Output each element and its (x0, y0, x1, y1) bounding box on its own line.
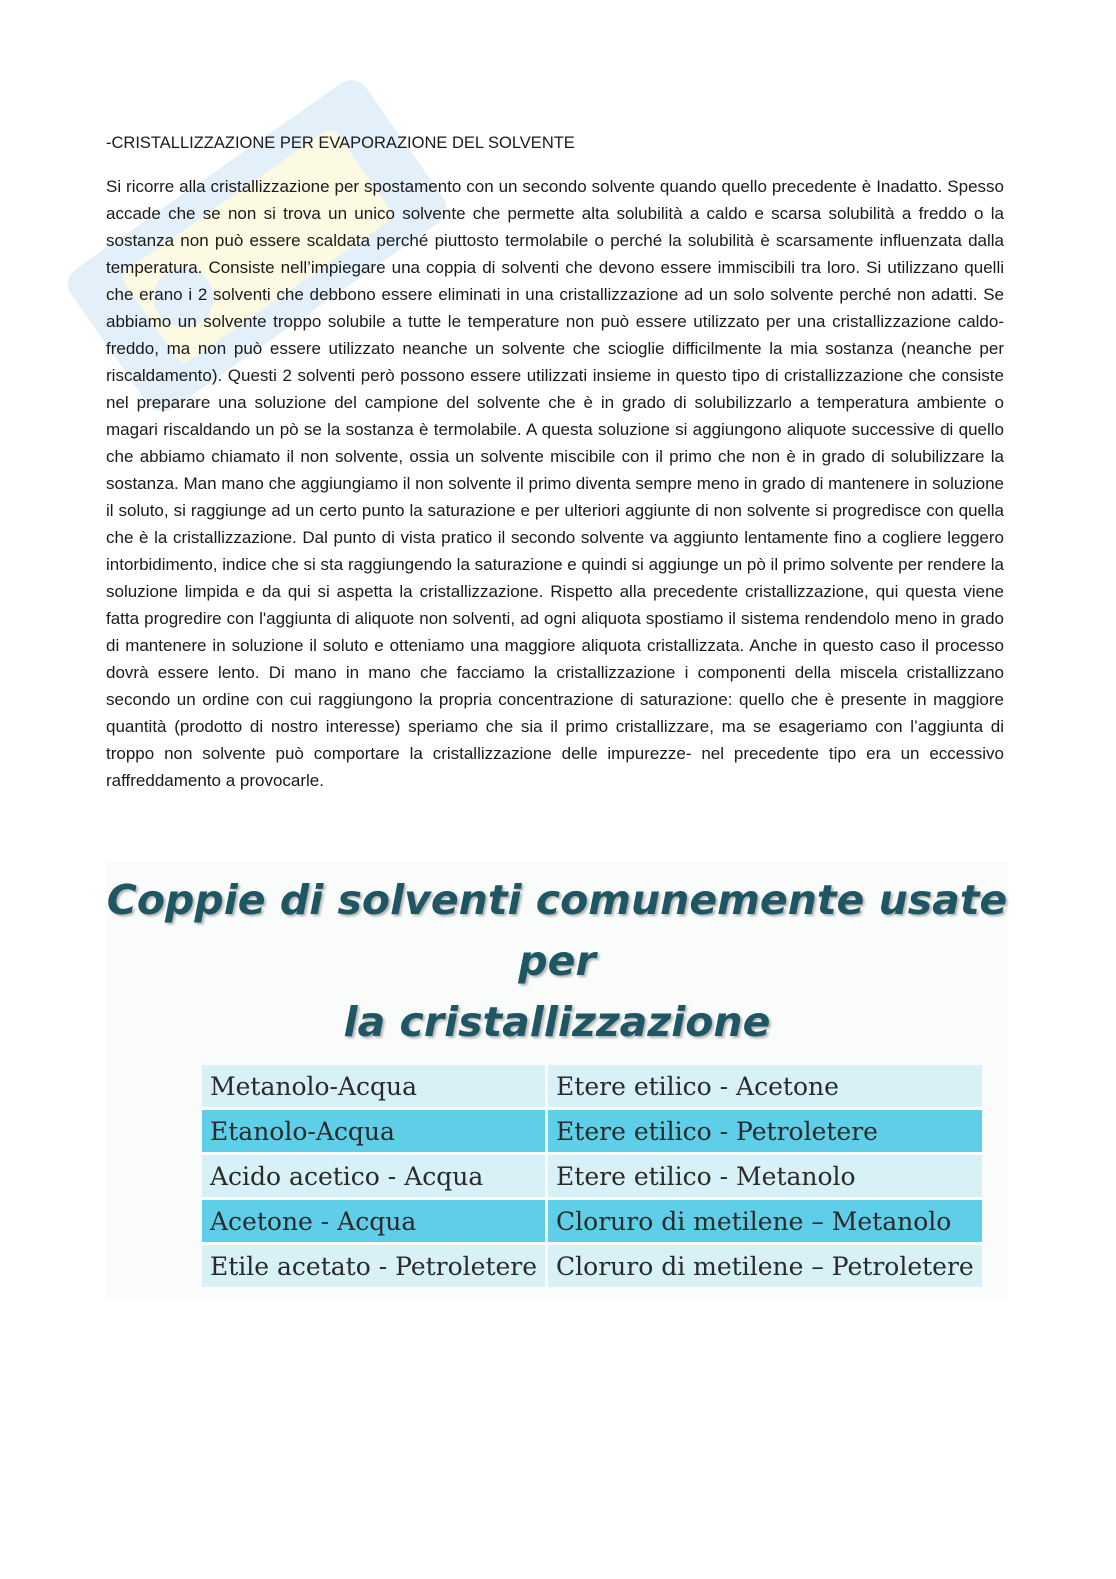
table-cell: Metanolo-Acqua (202, 1065, 545, 1107)
slide-title-line-2: la cristallizzazione (343, 998, 771, 1046)
table-row (202, 1065, 982, 1107)
slide-title-line-1: Coppie di solventi comunemente usate per (106, 876, 1008, 985)
slide-title (106, 870, 1008, 1053)
table-row (202, 1245, 982, 1287)
table-cell: Etere etilico - Metanolo (548, 1155, 982, 1197)
table-cell: Etile acetato - Petroletere (202, 1245, 545, 1287)
table-row (202, 1110, 982, 1152)
body-paragraph: Si ricorre alla cristallizzazione per spostamento con un secondo solvente quando quello precedente è Inadatto. Spesso accade che se non si trova un unico solvente che permette alta solubilità a caldo e scarsa solubilità a freddo o la sostanza non può essere scaldata perché piuttosto termolabile o perché la solubilità è scarsamente influenzata dalla temperatura. Consiste nell’impiegare una coppia di solventi che devono essere immiscibili tra loro. Si utilizzano quelli che erano i 2 solventi che debbono essere eliminati in una cristallizzazione ad un solo solvente perché non adatti. Se abbiamo un solvente troppo solubile a tutte le temperature non può essere utilizzato per una cristallizzazione caldo-freddo, ma non può essere utilizzato neanche un solvente che scioglie difficilmente la mia sostanza (neanche per riscaldamento). Questi 2 solventi però possono essere utilizzati insieme in questo tipo di cristallizzazione che consiste nel preparare una soluzione del campione del solvente che è in grado di solubilizzarlo a temperatura ambiente o magari riscaldando un pò se la sostanza è termolabile. A questa soluzione si aggiungono aliquote successive di quello che abbiamo chiamato il non solvente, ossia un solvente miscibile con il primo che non è in grado di solubilizzare la sostanza. Man mano che aggiungiamo il non solvente il primo diventa sempre meno in grado di mantenere in soluzione il soluto, si raggiunge ad un certo punto la saturazione e per ulteriori aggiunte di non solvente si progredisce con quella che è la cristallizzazione. Dal punto di vista pratico il secondo solvente va aggiunto lentamente fino a cogliere leggero intorbidimento, indice che si sta raggiungendo la saturazione e quindi si aggiunge un pò il primo solvente per rendere la soluzione limpida e da qui si aspetta la cristallizzazione. Rispetto alla precedente cristallizzazione, qui questa viene fatta progredire con l'aggiunta di aliquote non solventi, ad ogni aliquota spostiamo il sistema rendendolo meno in grado di mantenere in soluzione il soluto e otteniamo una maggiore aliquota cristallizzata. Anche in questo caso il processo dovrà essere lento. Di mano in mano che facciamo la cristallizzazione i componenti della miscela cristallizzano secondo un ordine con cui raggiungono la propria concentrazione di saturazione: quello che è presente in maggiore quantità (prodotto di nostro interesse) speriamo che sia il primo cristallizzare, ma se esageriamo con l’aggiunta di troppo non solvente può comportare la cristallizzazione delle impurezze- nel precedente tipo era un eccessivo raffreddamento a provocarle. (106, 177, 1004, 790)
table-cell: Cloruro di metilene – Metanolo (548, 1200, 982, 1242)
table-cell: Etere etilico - Acetone (548, 1065, 982, 1107)
table-cell: Etanolo-Acqua (202, 1110, 545, 1152)
table-cell: Acido acetico - Acqua (202, 1155, 545, 1197)
solvent-pairs-table (199, 1062, 985, 1290)
table-cell: Cloruro di metilene – Petroletere (548, 1245, 982, 1287)
table-row (202, 1200, 982, 1242)
table-row (202, 1155, 982, 1197)
table-cell: Etere etilico - Petroletere (548, 1110, 982, 1152)
solvent-pairs-slide (106, 862, 1008, 1300)
table-cell: Acetone - Acqua (202, 1200, 545, 1242)
section-heading: -CRISTALLIZZAZIONE PER EVAPORAZIONE DEL SOLVENTE (106, 134, 575, 152)
document-body (106, 132, 1004, 794)
